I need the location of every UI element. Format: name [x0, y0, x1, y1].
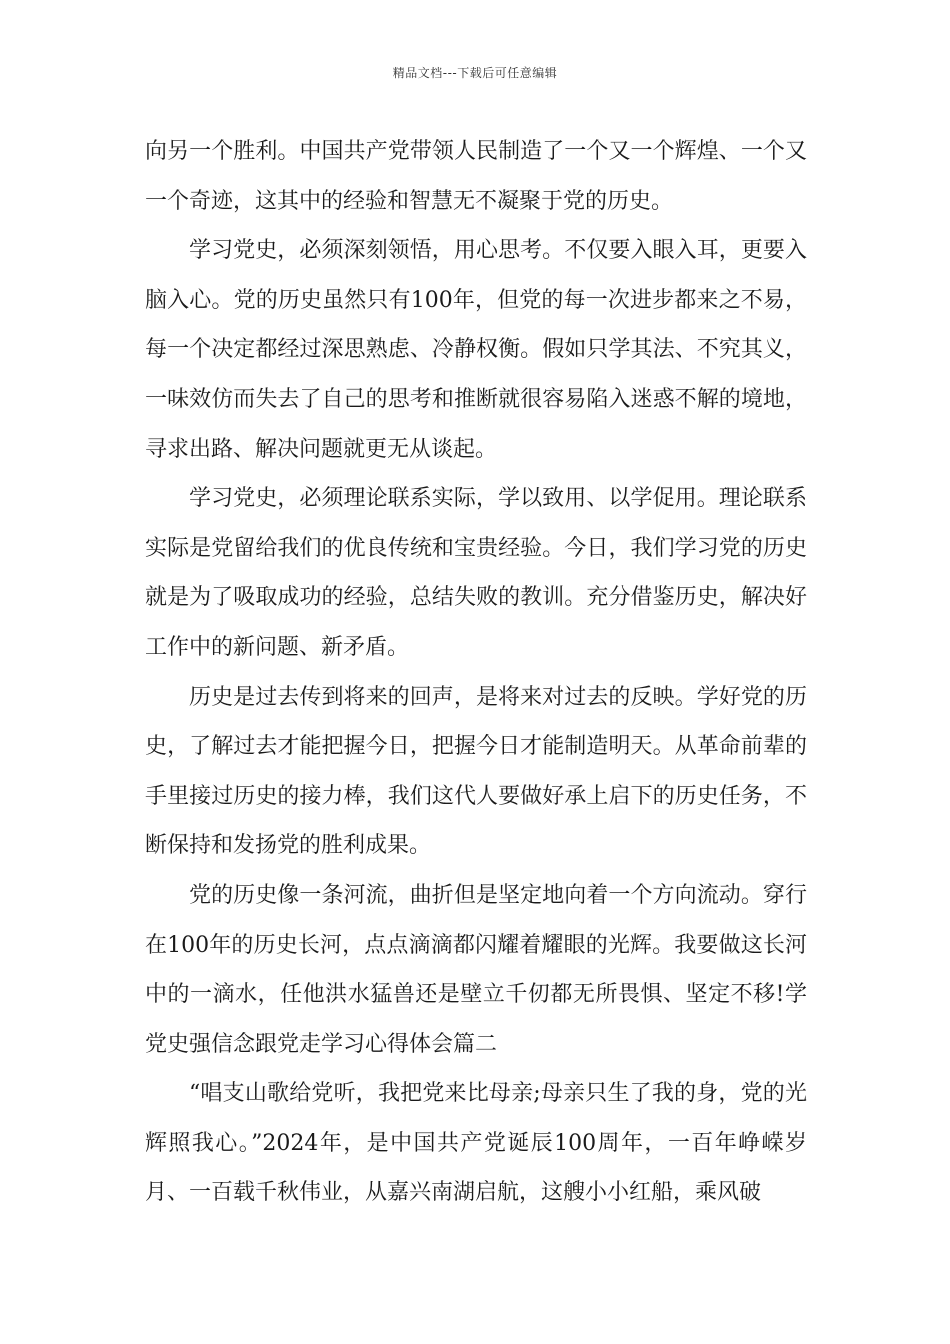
- paragraph-6: “唱支山歌给党听，我把党来比母亲;母亲只生了我的身，党的光辉照我心。”2024年，是中国共产党诞辰100周年，一百年峥嵘岁月、一百载千秋伟业，从嘉兴南湖启航，这艘小小红船，乘风破: [145, 1081, 807, 1206]
- document-body: [145, 127, 807, 1218]
- paragraph-1: 向另一个胜利。中国共产党带领人民制造了一个又一个辉煌、一个又一个奇迹，这其中的经验和智慧无不凝聚于党的历史。: [145, 139, 807, 214]
- paragraph-5: 党的历史像一条河流，曲折但是坚定地向着一个方向流动。穿行在100年的历史长河，点点滴滴都闪耀着耀眼的光辉。我要做这长河中的一滴水，任他洪水猛兽还是壁立千仞都无所畏惧、坚定不移!学党史强信念跟党走学习心得体会篇二: [145, 882, 807, 1057]
- paragraph-3: 学习党史，必须理论联系实际，学以致用、以学促用。理论联系实际是党留给我们的优良传统和宝贵经验。今日，我们学习党的历史就是为了吸取成功的经验，总结失败的教训。充分借鉴历史，解决好工作中的新问题、新矛盾。: [145, 486, 807, 660]
- paragraph-2: 学习党史，必须深刻领悟，用心思考。不仅要入眼入耳，更要入脑入心。党的历史虽然只有100年，但党的每一次进步都来之不易，每一个决定都经过深思熟虑、冷静权衡。假如只学其法、不究其义，一味效仿而失去了自己的思考和推断就很容易陷入迷惑不解的境地，寻求出路、解决问题就更无从谈起。: [145, 238, 807, 462]
- page-header: 精品文档---下载后可任意编辑: [392, 66, 558, 80]
- paragraph-4: 历史是过去传到将来的回声，是将来对过去的反映。学好党的历史，了解过去才能把握今日，把握今日才能制造明天。从革命前辈的手里接过历史的接力棒，我们这代人要做好承上启下的历史任务，不断保持和发扬党的胜利成果。: [145, 684, 807, 859]
